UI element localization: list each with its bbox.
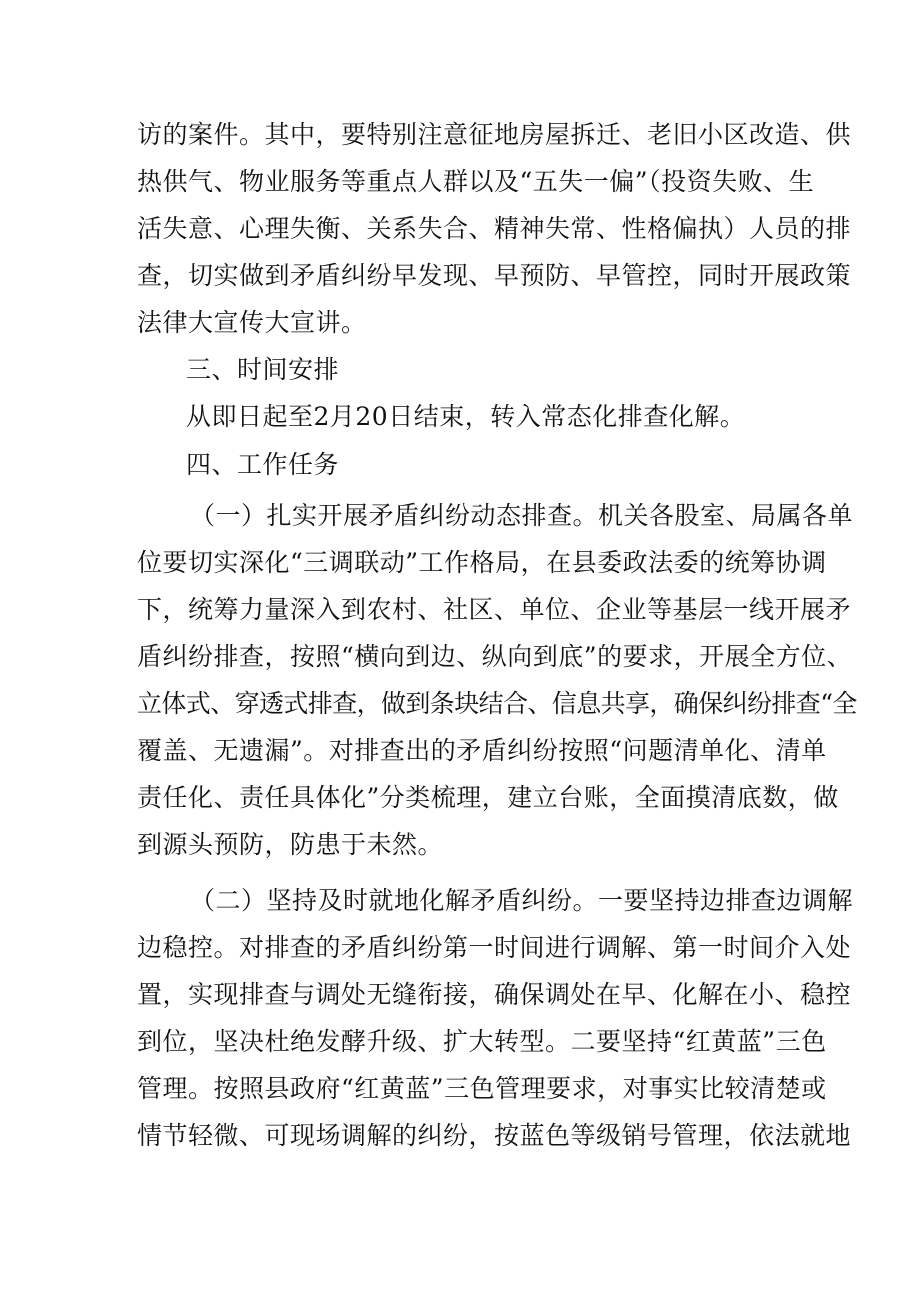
paragraph-line: 置，实现排查与调处无缝衔接，确保调处在早、化解在小、稳控 — [137, 980, 852, 1009]
paragraph-line: 查，切实做到矛盾纠纷早发现、早预防、早管控，同时开展政策 — [137, 261, 852, 290]
paragraph-line: 从即日起至2月20日结束，转入常态化排查化解。 — [186, 402, 746, 431]
paragraph-line: 覆盖、无遗漏”。对排查出的矛盾纠纷按照“问题清单化、清单 — [137, 736, 827, 765]
paragraph-line: 管理。按照县政府“红黄蓝”三色管理要求，对事实比较清楚或 — [137, 1074, 827, 1103]
paragraph-line: （一）扎实开展矛盾纠纷动态排查。机关各股室、局属各单 — [190, 501, 854, 530]
paragraph-line: 责任化、责任具体化”分类梳理，建立台账，全面摸清底数，做 — [137, 783, 839, 812]
paragraph-line: 法律大宣传大宣讲。 — [137, 308, 367, 337]
paragraph-line: 下，统筹力量深入到农村、社区、单位、企业等基层一线开展矛 — [137, 595, 852, 624]
paragraph-line: 边稳控。对排查的矛盾纠纷第一时间进行调解、第一时间介入处 — [137, 933, 852, 962]
paragraph-line: 立体式、穿透式排查，做到条块结合、信息共享，确保纠纷排查“全 — [137, 689, 857, 718]
paragraph-line: 访的案件。其中，要特别注意征地房屋拆迁、老旧小区改造、供 — [137, 120, 852, 149]
paragraph-line: 位要切实深化“三调联动”工作格局，在县委政法委的统筹协调 — [137, 548, 827, 577]
paragraph-line: （二）坚持及时就地化解矛盾纠纷。一要坚持边排查边调解 — [190, 886, 854, 915]
section-heading: 三、时间安排 — [186, 355, 340, 384]
paragraph-line: 活失意、心理失衡、关系失合、精神失常、性格偏执）人员的排 — [137, 214, 852, 243]
paragraph-line: 盾纠纷排查，按照“横向到边、纵向到底”的要求，开展全方位、 — [137, 642, 853, 671]
section-heading: 四、工作任务 — [186, 450, 340, 479]
paragraph-line: 热供气、物业服务等重点人群以及“五失一偏”（投资失败、生 — [137, 167, 815, 196]
paragraph-line: 情节轻微、可现场调解的纠纷，按蓝色等级销号管理，依法就地 — [137, 1121, 852, 1150]
paragraph-line: 到位，坚决杜绝发酵升级、扩大转型。二要坚持“红黄蓝”三色 — [137, 1027, 827, 1056]
paragraph-line: 到源头预防，防患于未然。 — [137, 830, 444, 859]
